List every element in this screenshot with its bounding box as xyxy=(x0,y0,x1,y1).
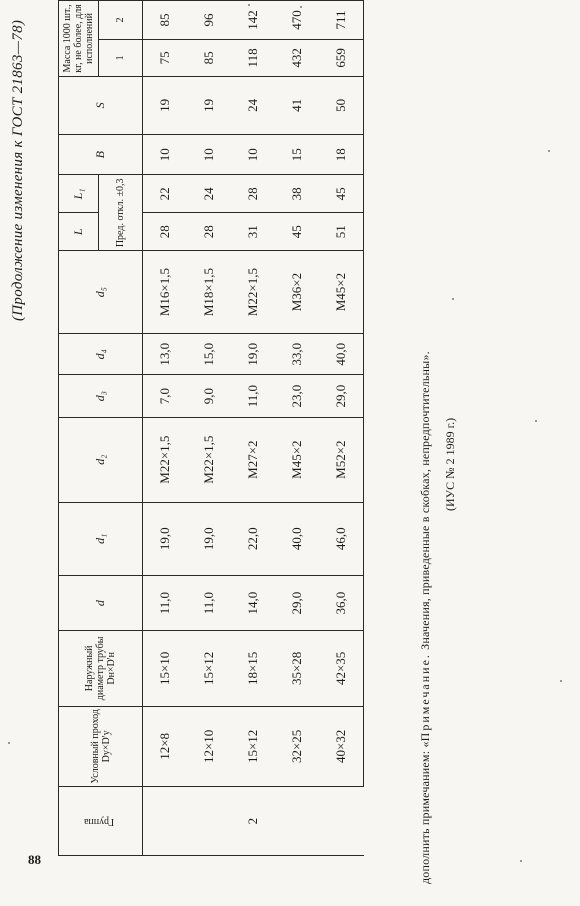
table-row xyxy=(187,1,231,856)
cell-d2: M27×2 xyxy=(231,417,275,502)
cell-dy: 15×12 xyxy=(231,706,275,787)
header-tolerance: Пред. откл. ±0,3 xyxy=(99,175,143,251)
cell-B: 10 xyxy=(187,134,231,175)
table-row xyxy=(275,1,319,856)
cell-mass-1: 432 xyxy=(275,39,319,76)
dimensions-table xyxy=(58,0,364,856)
header-d3: d₃ xyxy=(59,375,143,417)
cell-d1: 46,0 xyxy=(319,502,364,575)
table-row xyxy=(231,1,275,856)
cell-dy: 40×32 xyxy=(319,706,364,787)
cell-d4: 19,0 xyxy=(231,334,275,375)
cell-d3: 9,0 xyxy=(187,375,231,417)
cell-L: 31 xyxy=(231,213,275,251)
cell-L: 28 xyxy=(187,213,231,251)
izv-reference: (ИУС № 2 1989 г.) xyxy=(443,417,457,511)
note-rest: Значения, приведенные в скобках, непредпочтительны». xyxy=(418,351,432,654)
header-L: L xyxy=(59,213,99,251)
cell-d3: 11,0 xyxy=(231,375,275,417)
header-B: B xyxy=(59,134,143,175)
page-number: 88 xyxy=(28,852,41,867)
cell-mass-1: 75 xyxy=(143,39,188,76)
header-d: d xyxy=(59,576,143,631)
table-row xyxy=(319,1,364,856)
note-lead: дополнить примечанием: « xyxy=(418,741,432,884)
cell-d5: M16×1,5 xyxy=(143,251,188,334)
cell-d5: M45×2 xyxy=(319,251,364,334)
table-row xyxy=(143,1,188,856)
cell-dy: 32×25 xyxy=(275,706,319,787)
cell-S: 19 xyxy=(187,76,231,134)
scan-speck xyxy=(535,420,537,422)
header-L1: L₁ xyxy=(59,175,99,213)
header-mass: Масса 1000 шт., кг, не более, для исполнений xyxy=(59,1,99,77)
cell-d3: 29,0 xyxy=(319,375,364,417)
cell-L: 45 xyxy=(275,213,319,251)
cell-dn: 15×10 xyxy=(143,631,188,706)
header-exec-1: 1 xyxy=(99,39,143,76)
cell-L1: 28 xyxy=(231,175,275,213)
cell-d1: 22,0 xyxy=(231,502,275,575)
cell-L1: 38 xyxy=(275,175,319,213)
cell-d4: 15,0 xyxy=(187,334,231,375)
cell-L1: 45 xyxy=(319,175,364,213)
cell-d5: M22×1,5 xyxy=(231,251,275,334)
cell-mass-1: 85 xyxy=(187,39,231,76)
cell-dn: 42×35 xyxy=(319,631,364,706)
cell-L: 51 xyxy=(319,213,364,251)
cell-B: 10 xyxy=(143,134,188,175)
cell-d2: M45×2 xyxy=(275,417,319,502)
cell-d1: 40,0 xyxy=(275,502,319,575)
cell-d5: M36×2 xyxy=(275,251,319,334)
header-conditional-pass: Условный проход Dу×D'у xyxy=(59,706,143,787)
cell-dy: 12×10 xyxy=(187,706,231,787)
note-word: Примечание. xyxy=(418,653,432,742)
cell-B: 18 xyxy=(319,134,364,175)
header-outer-diameter: Наружный диаметр трубы Dн×D'н xyxy=(59,631,143,706)
cell-d2: M52×2 xyxy=(319,417,364,502)
cell-d4: 13,0 xyxy=(143,334,188,375)
cell-d4: 40,0 xyxy=(319,334,364,375)
cell-dn: 15×12 xyxy=(187,631,231,706)
cell-d: 29,0 xyxy=(275,576,319,631)
cell-d3: 7,0 xyxy=(143,375,188,417)
header-exec-2: 2 xyxy=(99,1,143,40)
cell-S: 41 xyxy=(275,76,319,134)
cell-d: 14,0 xyxy=(231,576,275,631)
cell-L1: 22 xyxy=(143,175,188,213)
cell-mass-2: 85 xyxy=(143,1,188,40)
cell-d5: M18×1,5 xyxy=(187,251,231,334)
header-d2: d₂ xyxy=(59,417,143,502)
cell-d1: 19,0 xyxy=(143,502,188,575)
header-d5: d₅ xyxy=(59,251,143,334)
cell-dn: 35×28 xyxy=(275,631,319,706)
cell-S: 19 xyxy=(143,76,188,134)
cell-B: 10 xyxy=(231,134,275,175)
cell-mass-1: 659 xyxy=(319,39,364,76)
scan-speck xyxy=(560,680,562,682)
cell-mass-2: 96 xyxy=(187,1,231,40)
cell-d4: 33,0 xyxy=(275,334,319,375)
group-value: 2 xyxy=(143,787,364,856)
cell-d: 36,0 xyxy=(319,576,364,631)
header-d4: d₄ xyxy=(59,334,143,375)
header-S: S xyxy=(59,76,143,134)
cell-S: 24 xyxy=(231,76,275,134)
scan-speck xyxy=(520,860,522,862)
table-note xyxy=(418,351,433,884)
scan-speck xyxy=(248,4,250,6)
cell-d: 11,0 xyxy=(187,576,231,631)
cell-mass-2: 142 xyxy=(231,1,275,40)
cell-dy: 12×8 xyxy=(143,706,188,787)
header-group: Группа xyxy=(59,787,143,856)
cell-B: 15 xyxy=(275,134,319,175)
scan-speck xyxy=(8,742,10,744)
cell-mass-1: 118 xyxy=(231,39,275,76)
cell-d: 11,0 xyxy=(143,576,188,631)
scan-speck xyxy=(548,150,550,152)
cell-d2: M22×1,5 xyxy=(187,417,231,502)
cell-d1: 19,0 xyxy=(187,502,231,575)
running-title: (Продолжение изменения к ГОСТ 21863—78) xyxy=(10,19,26,321)
scan-speck xyxy=(452,298,454,300)
cell-S: 50 xyxy=(319,76,364,134)
cell-mass-2: 470 xyxy=(275,1,319,40)
cell-d3: 23,0 xyxy=(275,375,319,417)
header-d1: d₁ xyxy=(59,502,143,575)
cell-d2: M22×1,5 xyxy=(143,417,188,502)
cell-L: 28 xyxy=(143,213,188,251)
cell-dn: 18×15 xyxy=(231,631,275,706)
cell-L1: 24 xyxy=(187,175,231,213)
scan-speck xyxy=(300,6,302,8)
cell-mass-2: 711 xyxy=(319,1,364,40)
